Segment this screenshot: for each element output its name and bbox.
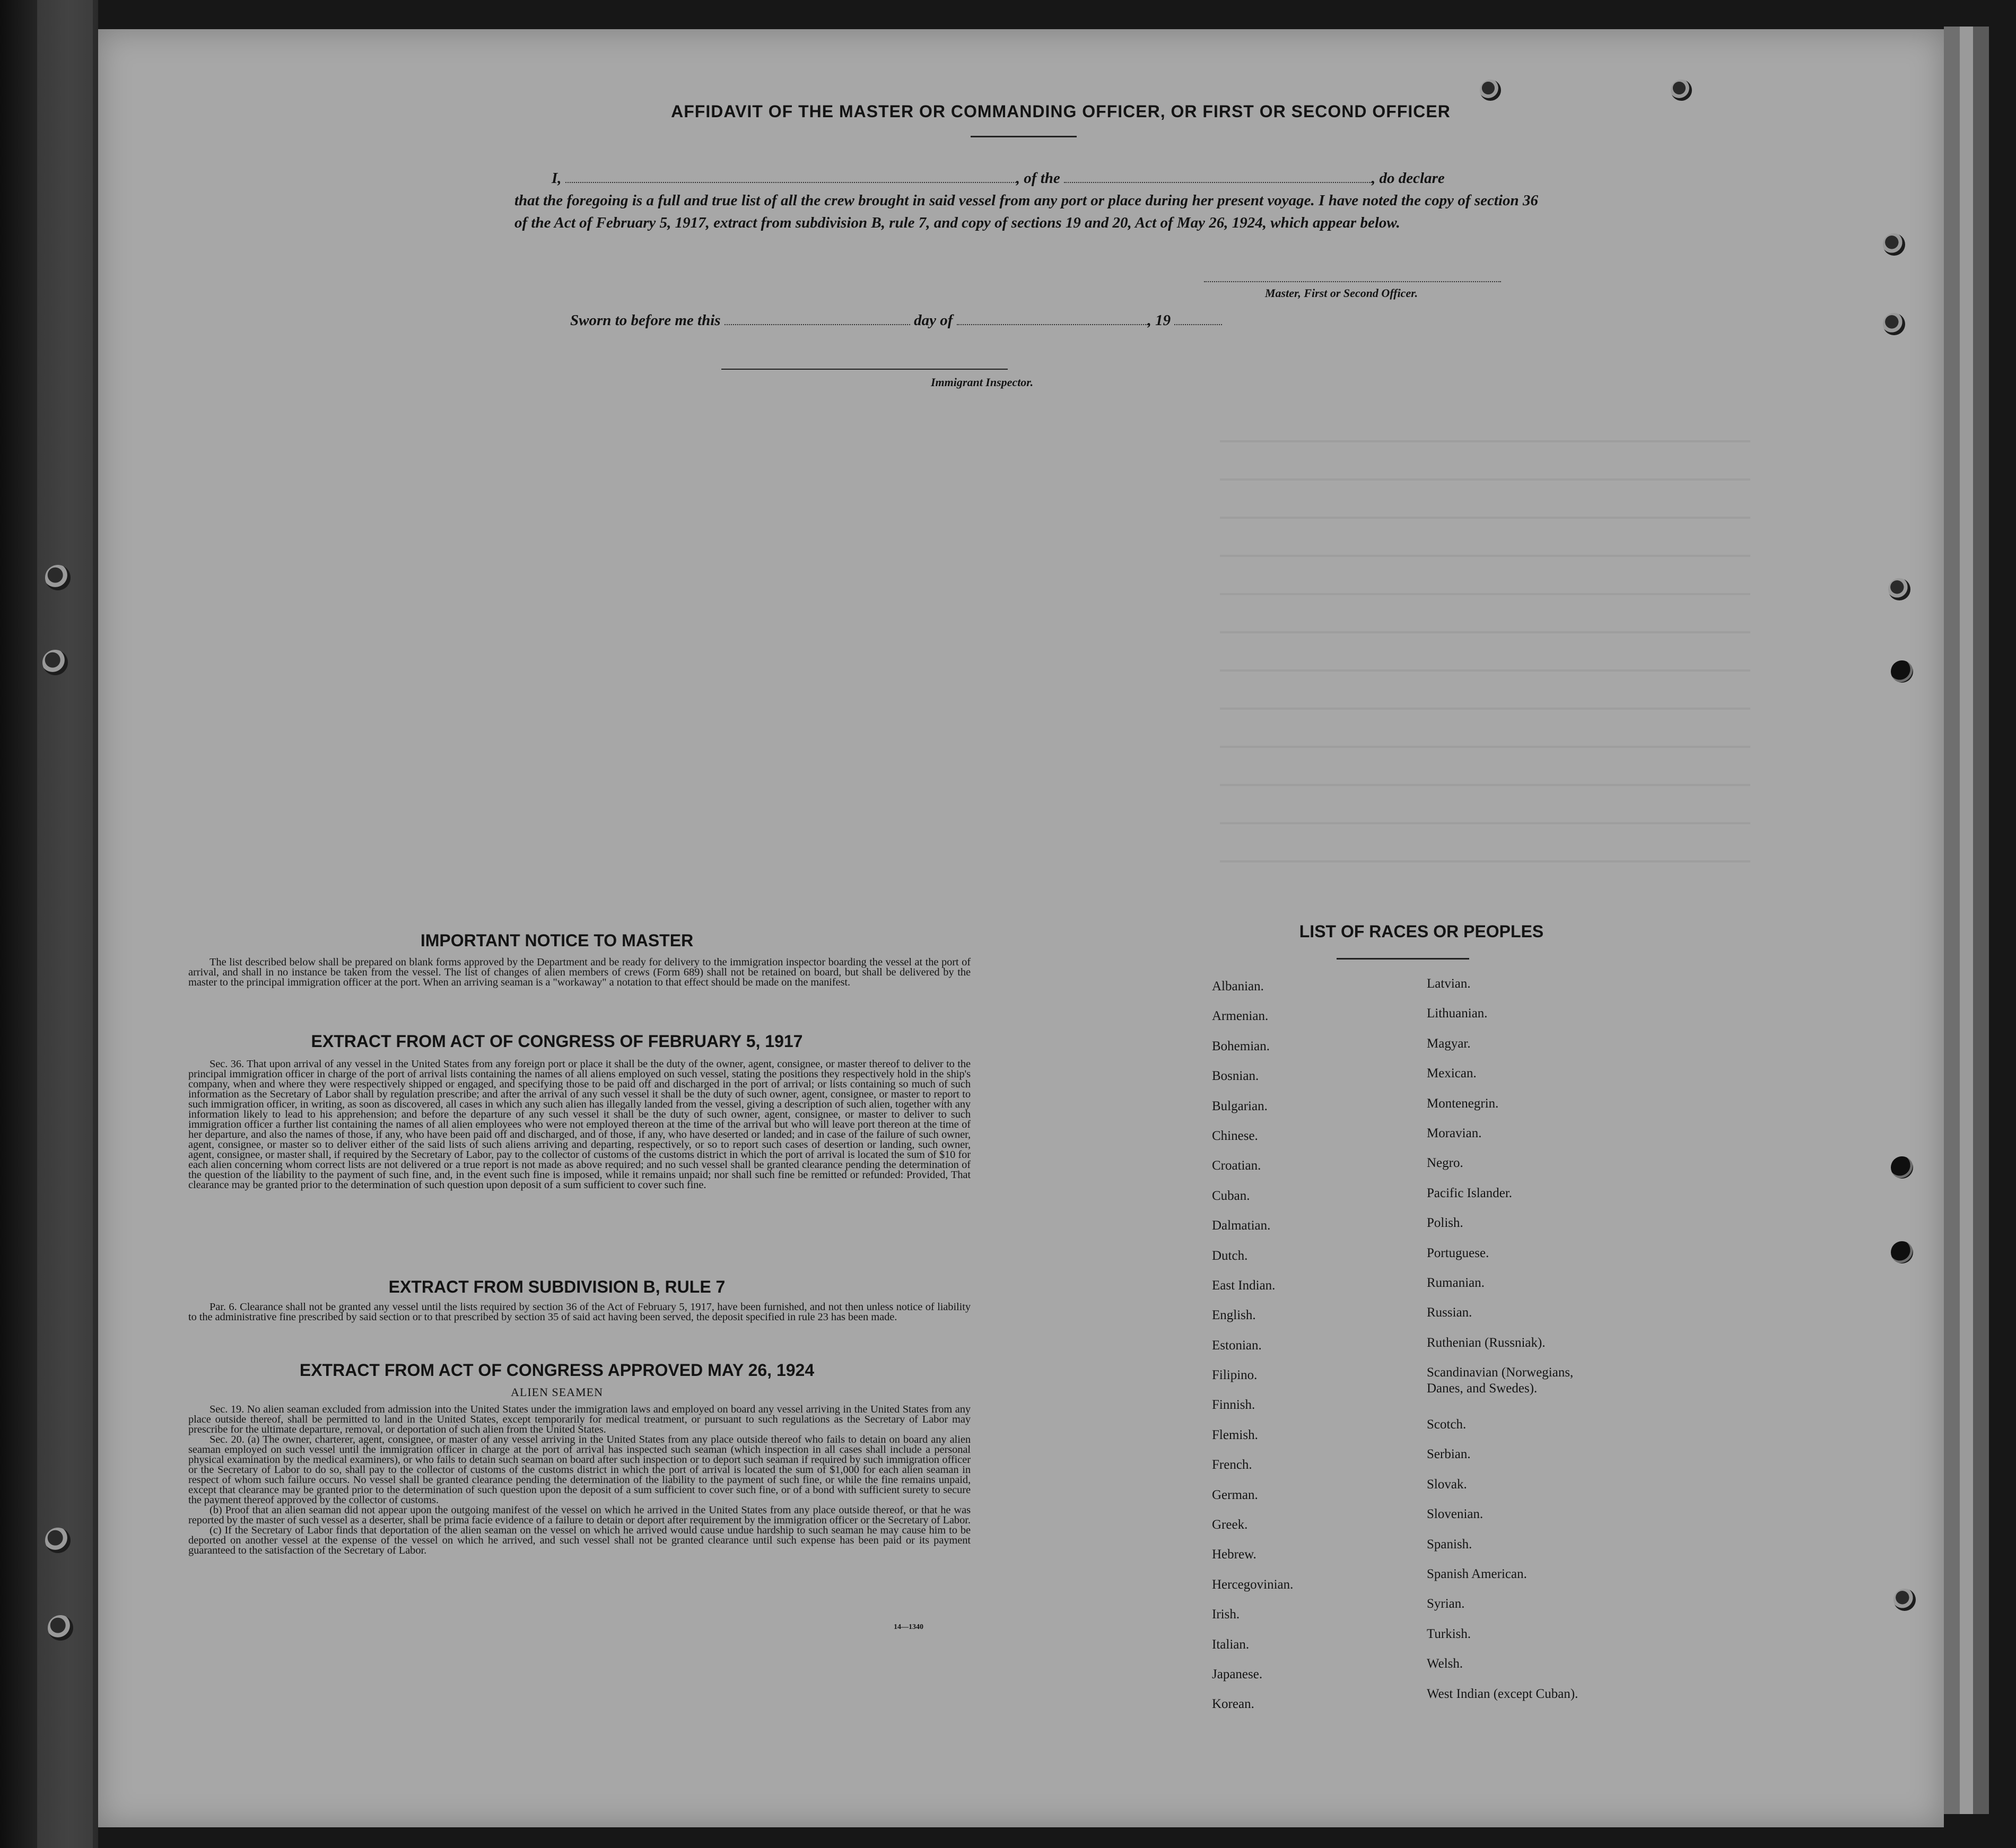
rule7-title: EXTRACT FROM SUBDIVISION B, RULE 7 xyxy=(388,1277,726,1296)
punch-hole-icon xyxy=(1883,233,1905,256)
binder-hole-icon xyxy=(48,1615,73,1641)
affidavit-i: I, xyxy=(552,170,562,187)
race-item: Latvian. xyxy=(1427,977,1471,991)
race-item: Rumanian. xyxy=(1427,1275,1485,1290)
race-item: Irish. xyxy=(1212,1607,1240,1622)
race-item: Pacific Islander. xyxy=(1427,1185,1513,1200)
races-title: LIST OF RACES OR PEOPLES xyxy=(1299,922,1544,941)
race-item: Albanian. xyxy=(1212,979,1264,993)
race-item: Magyar. xyxy=(1427,1036,1471,1051)
race-item: Dalmatian. xyxy=(1212,1218,1271,1233)
race-item: Spanish. xyxy=(1427,1537,1472,1551)
race-item: Slovenian. xyxy=(1427,1507,1483,1522)
race-item: Mexican. xyxy=(1427,1066,1477,1081)
sworn-line: Sworn to before me this day of , 19 xyxy=(570,310,1222,329)
binder-hole-icon xyxy=(45,1528,71,1553)
race-item: West Indian (except Cuban). xyxy=(1427,1686,1578,1701)
race-item: French. xyxy=(1212,1458,1252,1472)
races-column-1 xyxy=(1212,979,1403,1727)
punch-hole-icon xyxy=(1883,313,1905,335)
race-item: Bosnian. xyxy=(1212,1069,1259,1084)
sworn-year-field[interactable] xyxy=(1174,310,1222,325)
race-item: Flemish. xyxy=(1212,1427,1258,1442)
punch-hole-icon xyxy=(1671,80,1692,101)
extract-1917-title: EXTRACT FROM ACT OF CONGRESS OF FEBRUARY 5, 1917 xyxy=(311,1032,803,1051)
race-item: Polish. xyxy=(1427,1216,1463,1231)
race-item: Finnish. xyxy=(1212,1398,1255,1413)
extract-1924-title: EXTRACT FROM ACT OF CONGRESS APPROVED MAY 26, 1924 xyxy=(299,1361,815,1380)
races-rule xyxy=(1337,958,1469,960)
race-item: Scandinavian (Norwegians, Danes, and Swedes). xyxy=(1427,1365,1574,1396)
race-item: Moravian. xyxy=(1427,1126,1482,1140)
extract-1924-text xyxy=(188,1405,971,1556)
page-edge xyxy=(1944,27,1960,1814)
affidavit-declare: , do declare xyxy=(1372,170,1445,187)
affidavit-of-the: , of the xyxy=(1016,170,1060,187)
race-item: Slovak. xyxy=(1427,1477,1467,1492)
sworn-day-field[interactable] xyxy=(725,310,910,325)
race-item: Bohemian. xyxy=(1212,1039,1270,1053)
race-item: Chinese. xyxy=(1212,1128,1258,1143)
master-signature-field[interactable] xyxy=(1204,276,1501,282)
sec20c-text: (c) If the Secretary of Labor finds that deportation of the alien seaman on the vessel on which he arrived would cause undue hardship to such seaman he may cause him to be deported on another vessel at the expense of the vessel on which he arrived, and such vessel shall not be granted clearance until such expense has been paid or its payment guaranteed to the satisfaction of the Secretary of Labor. xyxy=(188,1524,971,1556)
form-number: 14—1340 xyxy=(894,1623,923,1631)
binder-band xyxy=(37,0,93,1848)
punch-hole-icon xyxy=(1893,1589,1916,1611)
race-item: Korean. xyxy=(1212,1697,1254,1712)
race-item: Hercegovinian. xyxy=(1212,1577,1294,1592)
page-edge xyxy=(1973,27,1989,1814)
race-item: Dutch. xyxy=(1212,1248,1248,1263)
page-edge xyxy=(1960,27,1973,1814)
race-item: Filipino. xyxy=(1212,1368,1258,1383)
race-item: Welsh. xyxy=(1427,1657,1463,1671)
sec20b-text: (b) Proof that an alien seaman did not appear upon the outgoing manifest of the vessel on which he arrived in the United States from any place outside thereof, or that he was reported by the master of such vessel as a deserter, shall be prima facie evidence of a failure to detain or deport after requirement by the immigration officer or the Secretary of Labor. xyxy=(188,1504,971,1526)
notice-title: IMPORTANT NOTICE TO MASTER xyxy=(420,931,694,950)
race-item: Turkish. xyxy=(1427,1626,1471,1641)
race-item: Lithuanian. xyxy=(1427,1006,1488,1021)
races-column-2 xyxy=(1427,976,1650,1716)
race-item: Bulgarian. xyxy=(1212,1099,1268,1113)
inspector-signature-field[interactable] xyxy=(721,369,1008,370)
race-item: Russian. xyxy=(1427,1305,1472,1320)
name-field[interactable] xyxy=(565,168,1016,183)
notice-text: The list described below shall be prepared on blank forms approved by the Department and be ready for delivery to the immigration inspector boarding the vessel at the port of arrival, and shall in no instance be taken from the vessel. The list of changes of alien members of crews (Form 689) shall not be retained on board, but shall be delivered by the master to the principal immigration officer at the port. When an arriving seaman is a "workaway" a notation to that effect should be made on the manifest. xyxy=(188,956,971,988)
race-item: Japanese. xyxy=(1212,1667,1263,1681)
punch-hole-icon xyxy=(1891,1156,1913,1179)
document-page xyxy=(98,29,1944,1827)
race-item: Spanish American. xyxy=(1427,1567,1527,1582)
race-item: Croatian. xyxy=(1212,1158,1261,1173)
bleed-through xyxy=(1220,408,1750,886)
race-item: English. xyxy=(1212,1308,1256,1323)
rule7-text: Par. 6. Clearance shall not be granted any vessel until the lists required by section 36 of the Act of February 5, 1917, have been furnished, and not then unless notice of liability to the administrative fine prescribed by said section or to that prescribed by section 35 of said act having been served, the deposit specified in rule 23 has been made. xyxy=(188,1301,971,1323)
affidavit-body: that the foregoing is a full and true list of all the crew brought in said vessel from any port or place during her present voyage. I have noted the copy of section 36 of the Act of February 5, 1917, extract from subdivision B, rule 7, and copy of sections 19 and 20, Act of May 26, 1924, which appear below. xyxy=(514,192,1538,231)
affidavit-title: AFFIDAVIT OF THE MASTER OR COMMANDING OFFICER, OR FIRST OR SECOND OFFICER xyxy=(671,102,1451,121)
sec20a-text: Sec. 20. (a) The owner, charterer, agent, consignee, or master of any vessel arriving in the United States from any place outside thereof who fails to detain on board any alien seaman employed on such vessel until the immigration officer in charge at the port of arrival has inspected such seaman (which inspection in all cases shall include a personal physical examination by the medical examiners), or who fails to detain such seaman on board after such inspection or to deport such seaman if required by such immigration officer or the Secretary of Labor to do so, shall pay to the collector of customs of the customs district in which the port of arrival is located the sum of $1,000 for each alien seaman in respect of whom such failure occurs. No vessel shall be granted clearance pending the determination of the liability to the payment of such fine, or while the fine remains unpaid, except that clearance may be granted prior to the determination of such question upon the deposit of a sum sufficient to cover such fine, or of a bond with sufficient surety to secure the payment thereof approved by the collector of customs. xyxy=(188,1434,971,1506)
race-item: German. xyxy=(1212,1487,1258,1502)
race-item: Italian. xyxy=(1212,1637,1250,1652)
race-item: Hebrew. xyxy=(1212,1547,1256,1562)
race-item: Greek. xyxy=(1212,1518,1248,1532)
inspector-caption: Immigrant Inspector. xyxy=(931,376,1034,389)
affidavit-statement xyxy=(514,167,1538,234)
race-item: Negro. xyxy=(1427,1156,1463,1171)
race-item: Armenian. xyxy=(1212,1009,1269,1024)
punch-hole-icon xyxy=(1888,578,1910,600)
race-item: Estonian. xyxy=(1212,1338,1262,1353)
master-signature-caption: Master, First or Second Officer. xyxy=(1265,286,1418,300)
punch-hole-icon xyxy=(1480,80,1501,101)
race-item: Montenegrin. xyxy=(1427,1096,1499,1111)
race-item: Serbian. xyxy=(1427,1447,1471,1462)
punch-hole-icon xyxy=(1891,1241,1913,1263)
race-item: Cuban. xyxy=(1212,1188,1250,1203)
title-rule xyxy=(971,136,1077,137)
sworn-month-field[interactable] xyxy=(957,310,1148,325)
binder-hole-icon xyxy=(42,650,68,675)
race-item: Portuguese. xyxy=(1427,1245,1489,1260)
sec19-text: Sec. 19. No alien seaman excluded from admission into the United States under the immigration laws and employed on board any vessel arriving in the United States from any place outside thereof, shall be permitted to land in the United States, except temporarily for medical treatment, or pursuant to such regulations as the Secretary of Labor may prescribe for the ultimate departure, removal, or deportation of such alien from the United States. xyxy=(188,1404,971,1435)
race-item: Syrian. xyxy=(1427,1597,1465,1611)
vessel-field[interactable] xyxy=(1064,168,1372,183)
race-item: Scotch. xyxy=(1427,1417,1467,1432)
extract-1917-text: Sec. 36. That upon arrival of any vessel in the United States from any foreign port or place it shall be the duty of the owner, agent, consignee, or master thereof to deliver to the principal immigration officer in charge of the port of arrival lists containing the names of all aliens employed on such vessel, stating the positions they respectively hold in the ship's company, when and where they were respectively shipped or engaged, and specifying those to be paid off and discharged in the port of arrival; or lists containing so much of such information as the Secretary of Labor shall by regulation prescribe; and after the arrival of any such vessel it shall be the duty of such owner, agent, consignee, or master to report to such immigration officer, in writing, as soon as discovered, all cases in which any such alien has illegally landed from the vessel, giving a description of such alien, together with any information likely to lead to his apprehension; and before the departure of any such vessel it shall be the duty of such owner, agent, consignee, or master to deliver to such immigration officer a further list containing the names of all alien employees who were not employed thereon at the time of the arrival but who will leave port thereon at the time of her departure, and also the names of those, if any, who have been paid off and discharged, and of those, if any, who have deserted or landed; and in case of the failure of such owner, agent, consignee, or master so to deliver either of the said lists of such aliens arriving and departing, respectively, or so to report such cases of desertion or landing, such owner, agent, consignee, or master shall, if required by the Secretary of Labor, pay to the collector of customs of the customs district in which the port of arrival is located the sum of $10 for each alien concerning whom correct lists are not delivered or a true report is not made as above required; and no such vessel shall be granted clearance pending the determination of the question of the liability to the payment of such fine, and, in the event such fine is imposed, while it remains unpaid; nor shall such fine be remitted or refunded: Provided, That clearance may be granted prior to the determination of such question upon deposit of a sum sufficient to cover such fine. xyxy=(188,1058,971,1191)
race-item: Ruthenian (Russniak). xyxy=(1427,1335,1546,1350)
race-item: East Indian. xyxy=(1212,1278,1276,1293)
extract-1924-subtitle: ALIEN SEAMEN xyxy=(511,1385,603,1399)
punch-hole-icon xyxy=(1891,660,1913,683)
binder-hole-icon xyxy=(45,565,71,590)
